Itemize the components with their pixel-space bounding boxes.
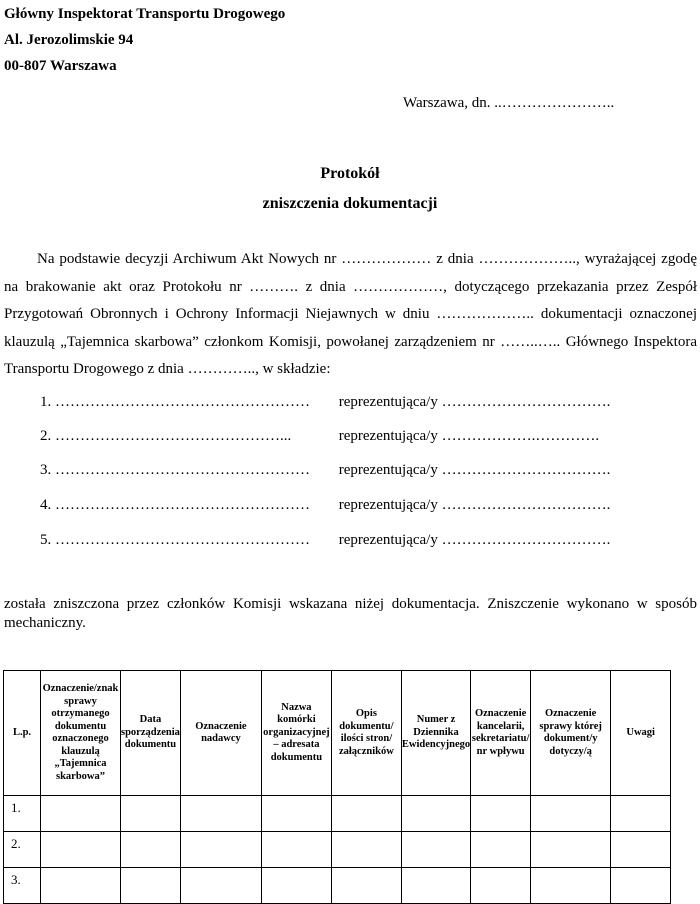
document-subtitle: zniszczenia dokumentacji [262, 195, 438, 212]
issuer-name: Główny Inspektorat Transportu Drogowego [4, 6, 286, 22]
row-number: 1. [4, 796, 41, 832]
issuer-street: Al. Jerozolimskie 94 [4, 32, 134, 48]
table-cell [121, 832, 181, 868]
table-row [4, 868, 671, 904]
table-cell [121, 868, 181, 904]
col-header-sender: Oznaczenie nadawcy [180, 671, 261, 796]
table-cell [401, 796, 470, 832]
issuer-city: 00-807 Warszawa [4, 58, 117, 74]
table-cell [261, 796, 331, 832]
table-cell [180, 868, 261, 904]
table-row [4, 796, 671, 832]
table-cell [531, 832, 611, 868]
member-line [40, 462, 610, 479]
member-name-dots: …………………………………………… [55, 394, 310, 410]
table-cell [331, 832, 401, 868]
row-number: 3. [4, 868, 41, 904]
table-cell [41, 868, 121, 904]
table-cell [611, 796, 671, 832]
intro-paragraph [4, 246, 697, 384]
member-line [40, 394, 610, 411]
table-cell [401, 868, 470, 904]
col-header-case-mark: Oznaczenie/znak sprawy otrzymanego dokumentu oznaczonego klauzulą „Tajemnica skarbowa” [41, 671, 121, 796]
documents-table [3, 670, 671, 904]
col-header-chancellery: Oznaczenie kancelarii, sekretariatu/ nr wpływu [471, 671, 531, 796]
table-cell [471, 796, 531, 832]
table-cell [180, 796, 261, 832]
document-title: Protokół [320, 165, 380, 182]
table-cell [531, 868, 611, 904]
member-unit-dots: ……………….…………. [441, 428, 600, 444]
intro-paragraph-text: Na podstawie decyzji Archiwum Akt Nowych nr ……………… z dnia ……………….., wyrażającej zgodę na brakowanie akt oraz Protokołu nr ………. z dnia ………………, dotyczącego przekazania przez Zespół Przygotowań Obronnych i Ochrony Informacji Niejawnych w dniu ……………….. dokumentacji oznaczonej klauzulą „Tajemnica skarbowa” członkom Komisji, powołanej zarządzeniem nr ……..….. Głównego Inspektora Transportu Drogowego z dnia ………….., w składzie: [4, 251, 697, 377]
member-number: 1. [40, 394, 52, 410]
member-line [40, 497, 610, 514]
row-number: 2. [4, 832, 41, 868]
member-line [40, 428, 599, 445]
table-header-row [4, 671, 671, 796]
table-cell [471, 868, 531, 904]
member-unit-dots: ……………………………. [441, 532, 611, 548]
date-line: Warszawa, dn. ..………………….. [403, 95, 615, 111]
table-row [4, 832, 671, 868]
table-cell [121, 796, 181, 832]
member-name-dots: …………………………………………… [55, 532, 310, 548]
member-label: reprezentująca/y [338, 428, 438, 444]
table-cell [471, 832, 531, 868]
table-cell [611, 868, 671, 904]
table-cell [331, 868, 401, 904]
member-label: reprezentująca/y [338, 462, 438, 478]
member-line [40, 532, 610, 549]
table-cell [611, 832, 671, 868]
col-header-doc-date: Data sporządzenia dokumentu [121, 671, 181, 796]
table-cell [531, 796, 611, 832]
table-cell [41, 796, 121, 832]
table-cell [261, 832, 331, 868]
col-header-case: Oznaczenie sprawy której dokument/y dotyczy/ą [531, 671, 611, 796]
member-unit-dots: ……………………………. [441, 462, 611, 478]
table-cell [331, 796, 401, 832]
table-cell [180, 832, 261, 868]
member-number: 4. [40, 497, 52, 513]
member-name-dots: …………………………………………… [55, 462, 310, 478]
col-header-notes: Uwagi [611, 671, 671, 796]
table-cell [261, 868, 331, 904]
member-number: 3. [40, 462, 52, 478]
table-cell [401, 832, 470, 868]
member-unit-dots: ……………………………. [441, 497, 611, 513]
table-cell [41, 832, 121, 868]
member-label: reprezentująca/y [338, 497, 438, 513]
member-name-dots: ………………………………………... [55, 428, 292, 444]
member-number: 2. [40, 428, 52, 444]
closing-paragraph: została zniszczona przez członków Komisji wskazana niżej dokumentacja. Zniszczenie wykonano w sposób mechaniczny. [4, 596, 697, 631]
member-label: reprezentująca/y [338, 394, 438, 410]
member-label: reprezentująca/y [338, 532, 438, 548]
col-header-description: Opis dokumentu/ ilości stron/ załączników [331, 671, 401, 796]
col-header-lp: L.p. [4, 671, 41, 796]
member-unit-dots: ……………………………. [441, 394, 611, 410]
member-name-dots: …………………………………………… [55, 497, 310, 513]
col-header-register-number: Numer z Dziennika Ewidencyjnego [401, 671, 470, 796]
col-header-recipient-unit: Nazwa komórki organizacyjnej – adresata dokumentu [261, 671, 331, 796]
member-number: 5. [40, 532, 52, 548]
